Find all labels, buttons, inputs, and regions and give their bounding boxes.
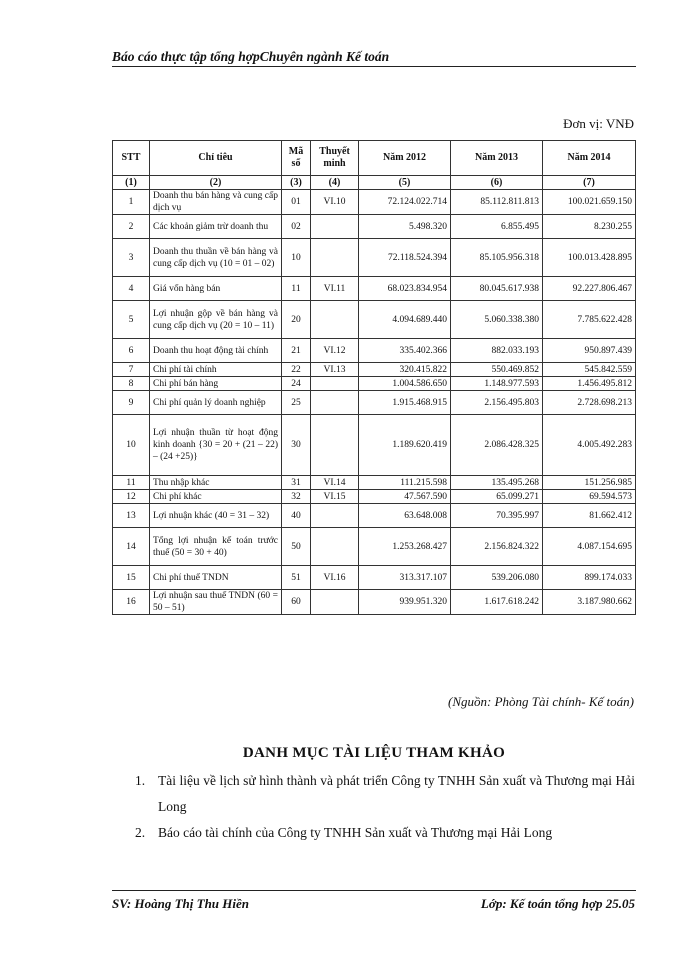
header-divider [112,66,636,67]
row-2012: 1.915.468.915 [359,391,451,415]
row-code: 50 [282,528,311,566]
row-label: Chi phí quản lý doanh nghiệp [150,391,282,415]
row-code: 11 [282,277,311,301]
row-2012: 1.253.268.427 [359,528,451,566]
col-header-2012: Năm 2012 [359,141,451,176]
index-cell: (4) [311,176,359,190]
table-row [113,415,636,476]
table-row [113,339,636,363]
table-row [113,239,636,277]
row-2014: 100.021.659.150 [543,190,636,215]
table-row [113,301,636,339]
row-code: 10 [282,239,311,277]
row-code: 20 [282,301,311,339]
index-cell: (1) [113,176,150,190]
index-cell: (5) [359,176,451,190]
row-2013: 882.033.193 [451,339,543,363]
row-label: Giá vốn hàng bán [150,277,282,301]
row-2012: 313.317.107 [359,566,451,590]
row-note [311,415,359,476]
col-header-stt: STT [113,141,150,176]
row-2014: 2.728.698.213 [543,391,636,415]
table-row [113,215,636,239]
row-2013: 2.086.428.325 [451,415,543,476]
row-2014: 69.594.573 [543,490,636,504]
row-code: 02 [282,215,311,239]
row-code: 40 [282,504,311,528]
index-cell: (6) [451,176,543,190]
row-2014: 151.256.985 [543,476,636,490]
row-2013: 1.617.618.242 [451,590,543,615]
table-row [113,490,636,504]
table-row [113,528,636,566]
row-stt: 1 [113,190,150,215]
row-label: Chi phí thuế TNDN [150,566,282,590]
row-2012: 4.094.689.440 [359,301,451,339]
row-label: Thu nhập khác [150,476,282,490]
row-note: VI.16 [311,566,359,590]
row-label: Lợi nhuận sau thuế TNDN (60 = 50 – 51) [150,590,282,615]
reference-text: Báo cáo tài chính của Công ty TNHH Sản xuất và Thương mại Hải Long [158,825,553,840]
table-row [113,504,636,528]
table-row [113,377,636,391]
row-stt: 3 [113,239,150,277]
footer-class: Lớp: Kế toán tổng hợp 25.05 [480,896,635,911]
row-2012: 1.004.586.650 [359,377,451,391]
row-stt: 4 [113,277,150,301]
row-2014: 100.013.428.895 [543,239,636,277]
row-note: VI.13 [311,363,359,377]
row-stt: 14 [113,528,150,566]
row-code: 25 [282,391,311,415]
row-2013: 135.495.268 [451,476,543,490]
row-code: 51 [282,566,311,590]
page-header-title: Báo cáo thực tập tổng hợpChuyên ngành Kế toán [112,49,390,64]
row-2014: 3.187.980.662 [543,590,636,615]
row-2014: 7.785.622.428 [543,301,636,339]
row-stt: 5 [113,301,150,339]
index-cell: (7) [543,176,636,190]
row-stt: 12 [113,490,150,504]
row-2012: 68.023.834.954 [359,277,451,301]
row-note: VI.14 [311,476,359,490]
row-note [311,377,359,391]
table-index-row [113,176,636,190]
table-row [113,566,636,590]
table-row [113,277,636,301]
table-header-row [113,141,636,176]
row-stt: 9 [113,391,150,415]
col-header-chi-tieu: Chỉ tiêu [150,141,282,176]
row-label: Tổng lợi nhuận kế toán trước thuế (50 = 30 + 40) [150,528,282,566]
row-2013: 1.148.977.593 [451,377,543,391]
references-title: DANH MỤC TÀI LIỆU THAM KHẢO [242,745,506,761]
row-2012: 1.189.620.419 [359,415,451,476]
footer-student: SV: Hoàng Thị Thu Hiền [112,896,250,911]
table-body [113,190,636,615]
row-stt: 11 [113,476,150,490]
row-2013: 80.045.617.938 [451,277,543,301]
row-2013: 2.156.495.803 [451,391,543,415]
row-code: 01 [282,190,311,215]
index-cell: (3) [282,176,311,190]
row-note [311,590,359,615]
row-2013: 85.105.956.318 [451,239,543,277]
row-label: Doanh thu bán hàng và cung cấp dịch vụ [150,190,282,215]
table-row [113,190,636,215]
row-2012: 111.215.598 [359,476,451,490]
row-2014: 4.005.492.283 [543,415,636,476]
unit-label: Đơn vị: VNĐ [563,116,634,131]
row-note [311,301,359,339]
col-header-2013: Năm 2013 [451,141,543,176]
row-stt: 13 [113,504,150,528]
row-note [311,528,359,566]
row-2013: 6.855.495 [451,215,543,239]
col-header-2014: Năm 2014 [543,141,636,176]
row-2014: 4.087.154.695 [543,528,636,566]
table-row [113,363,636,377]
table-row [113,391,636,415]
row-2014: 1.456.495.812 [543,377,636,391]
reference-item [135,768,635,820]
row-stt: 10 [113,415,150,476]
col-header-thuyet-minh: Thuyết minh [311,141,359,176]
row-label: Lợi nhuận gộp về bán hàng và cung cấp dịch vụ (20 = 10 – 11) [150,301,282,339]
row-stt: 7 [113,363,150,377]
row-stt: 2 [113,215,150,239]
row-2013: 5.060.338.380 [451,301,543,339]
row-code: 31 [282,476,311,490]
source-note: (Nguồn: Phòng Tài chính- Kế toán) [448,694,634,709]
row-label: Chi phí bán hàng [150,377,282,391]
row-2013: 65.099.271 [451,490,543,504]
row-note [311,391,359,415]
row-note: VI.10 [311,190,359,215]
row-2012: 63.648.008 [359,504,451,528]
row-stt: 6 [113,339,150,363]
row-2013: 2.156.824.322 [451,528,543,566]
col-header-ma-so: Mã số [282,141,311,176]
row-code: 24 [282,377,311,391]
row-2014: 81.662.412 [543,504,636,528]
table-row [113,590,636,615]
footer-divider [112,890,636,891]
row-code: 30 [282,415,311,476]
row-2012: 72.124.022.714 [359,190,451,215]
row-code: 21 [282,339,311,363]
row-2012: 335.402.366 [359,339,451,363]
row-label: Chi phí tài chính [150,363,282,377]
row-note: VI.11 [311,277,359,301]
row-code: 32 [282,490,311,504]
row-note [311,239,359,277]
row-label: Các khoản giảm trừ doanh thu [150,215,282,239]
row-label: Lợi nhuận thuần từ hoạt động kinh doanh {30 = 20 + (21 – 22) – (24 +25)} [150,415,282,476]
row-2013: 550.469.852 [451,363,543,377]
row-stt: 8 [113,377,150,391]
row-2014: 899.174.033 [543,566,636,590]
reference-number: 2. [135,825,146,840]
row-2014: 92.227.806.467 [543,277,636,301]
row-label: Chi phí khác [150,490,282,504]
row-stt: 16 [113,590,150,615]
row-note: VI.15 [311,490,359,504]
row-2014: 545.842.559 [543,363,636,377]
income-statement-table [112,140,636,615]
row-stt: 15 [113,566,150,590]
reference-item [135,820,635,846]
row-label: Doanh thu hoạt động tài chính [150,339,282,363]
row-2013: 539.206.080 [451,566,543,590]
reference-number: 1. [135,773,146,788]
row-note [311,215,359,239]
row-2012: 47.567.590 [359,490,451,504]
row-2012: 320.415.822 [359,363,451,377]
row-2014: 950.897.439 [543,339,636,363]
row-2012: 72.118.524.394 [359,239,451,277]
row-note: VI.12 [311,339,359,363]
row-label: Lợi nhuận khác (40 = 31 – 32) [150,504,282,528]
row-2013: 85.112.811.813 [451,190,543,215]
table-row [113,476,636,490]
row-code: 60 [282,590,311,615]
row-2012: 5.498.320 [359,215,451,239]
row-label: Doanh thu thuần về bán hàng và cung cấp dịch vụ (10 = 01 – 02) [150,239,282,277]
row-2014: 8.230.255 [543,215,636,239]
row-2013: 70.395.997 [451,504,543,528]
reference-text: Tài liệu về lịch sử hình thành và phát triển Công ty TNHH Sản xuất và Thương mại Hải Long [158,773,635,814]
row-code: 22 [282,363,311,377]
row-note [311,504,359,528]
index-cell: (2) [150,176,282,190]
row-2012: 939.951.320 [359,590,451,615]
